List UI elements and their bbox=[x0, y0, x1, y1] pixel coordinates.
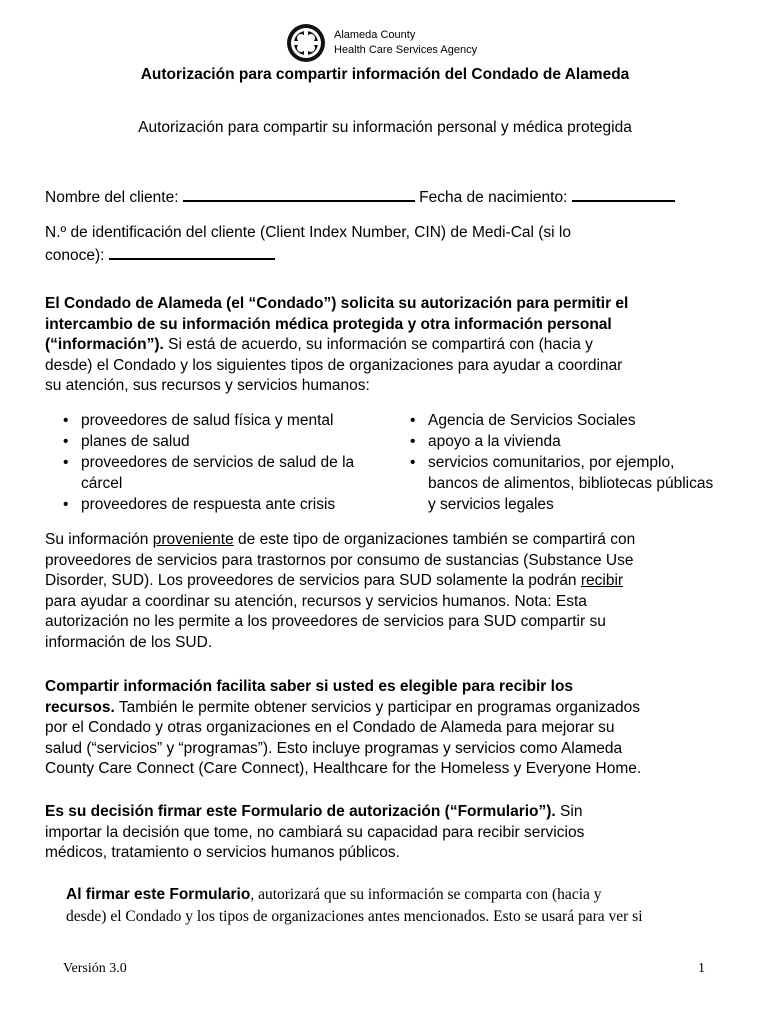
intro-bold-2: intercambio de su información médica protegida y otra información personal bbox=[45, 315, 612, 333]
intro-paragraph bbox=[45, 294, 735, 397]
eligibility-line-4: salud (“servicios” y “programas”). Esto incluye programas y servicios como Alameda bbox=[45, 739, 623, 757]
sud-line-4: para ayudar a coordinar su atención, recursos y servicios humanos. Nota: Esta bbox=[45, 592, 587, 610]
eligibility-bold-2: recursos. bbox=[45, 698, 115, 716]
intro-line-5: su atención, sus recursos y servicios humanos: bbox=[45, 377, 370, 394]
list-item: • proveedores de salud física y mental bbox=[63, 410, 383, 431]
organization-list-right bbox=[410, 410, 720, 515]
sud-line-5: autorización no les permite a los proveedores de servicios para SUD compartir su bbox=[45, 613, 606, 630]
version-label: Versión 3.0 bbox=[63, 961, 127, 976]
list-item: • proveedores de servicios de salud de la cárcel bbox=[63, 452, 383, 494]
dob-field[interactable] bbox=[572, 186, 675, 202]
agency-name bbox=[334, 28, 477, 58]
decision-rest-1: Sin bbox=[555, 803, 583, 820]
list-item: • planes de salud bbox=[63, 431, 383, 452]
list-item: • servicios comunitarios, por ejemplo, bancos de alimentos, bibliotecas públicas y servicios legales bbox=[410, 452, 720, 515]
cin-field[interactable] bbox=[109, 244, 275, 260]
sud-line-1a: Su información bbox=[45, 531, 153, 548]
signing-rest-1: , autorizará que su información se comparta con (hacia y bbox=[250, 886, 602, 903]
sud-underline-3: recibir bbox=[580, 572, 624, 589]
dob-label: Fecha de nacimiento: bbox=[419, 189, 568, 206]
sud-line-3a: Disorder, SUD). Los proveedores de servicios para SUD solamente la podrán bbox=[45, 572, 581, 589]
document-title: Autorización para compartir información del Condado de Alameda bbox=[140, 66, 630, 83]
eligibility-line-3: por el Condado y otras organizaciones en el Condado de Alameda para mejorar su bbox=[45, 719, 615, 736]
sud-line-2: proveedores de servicios para trastornos por consumo de sustancias (Substance Use bbox=[45, 551, 634, 569]
decision-line-3: médicos, tratamiento o servicios humanos públicos. bbox=[45, 844, 400, 861]
agency-line-2: Health Care Services Agency bbox=[334, 44, 478, 56]
decision-bold-1: Es su decisión firmar este Formulario de autorización (“Formulario”). bbox=[45, 803, 556, 820]
county-seal-logo bbox=[286, 23, 326, 63]
cin-row bbox=[45, 223, 735, 266]
cin-label-line-2: conoce): bbox=[45, 246, 105, 264]
client-name-row bbox=[45, 186, 735, 209]
intro-bold-1: El Condado de Alameda (el “Condado”) solicita su autorización para permitir el bbox=[45, 295, 629, 312]
organization-list-left bbox=[63, 410, 383, 515]
client-name-label: Nombre del cliente: bbox=[45, 189, 179, 206]
signing-line-2: desde) el Condado y los tipos de organizaciones antes mencionados. Esto se usará para ver si bbox=[66, 908, 643, 925]
decision-paragraph bbox=[45, 802, 735, 864]
intro-rest-3: Si está de acuerdo, su información se compartirá con (hacia y bbox=[163, 336, 593, 353]
client-name-field[interactable] bbox=[183, 186, 415, 202]
page-number: 1 bbox=[698, 961, 705, 976]
eligibility-bold-1: Compartir información facilita saber si usted es elegible para recibir los bbox=[45, 678, 574, 695]
sud-paragraph bbox=[45, 530, 735, 653]
list-item: • proveedores de respuesta ante crisis bbox=[63, 494, 383, 515]
list-item: • Agencia de Servicios Sociales bbox=[410, 410, 720, 431]
eligibility-line-5: County Care Connect (Care Connect), Healthcare for the Homeless y Everyone Home. bbox=[45, 760, 642, 777]
document-subtitle: Autorización para compartir su información personal y médica protegida bbox=[138, 119, 632, 136]
signing-paragraph bbox=[66, 884, 736, 928]
cin-label-line-1: N.º de identificación del cliente (Client Index Number, CIN) de Medi-Cal (si lo bbox=[45, 224, 571, 241]
sud-line-1b: de este tipo de organizaciones también se compartirá con bbox=[233, 531, 636, 548]
signing-bold-1: Al firmar este Formulario bbox=[66, 886, 251, 903]
eligibility-rest-2: También le permite obtener servicios y participar en programas organizados bbox=[114, 698, 641, 716]
sud-line-6: información de los SUD. bbox=[45, 633, 213, 651]
agency-line-1: Alameda County bbox=[334, 29, 416, 41]
list-item: • apoyo a la vivienda bbox=[410, 431, 720, 452]
intro-line-4: desde) el Condado y los siguientes tipos de organizaciones para ayudar a coordinar bbox=[45, 356, 623, 374]
eligibility-paragraph bbox=[45, 677, 735, 780]
sud-underline-1: proveniente bbox=[152, 531, 234, 548]
intro-bold-3: (“información”). bbox=[45, 336, 164, 353]
decision-line-2: importar la decisión que tome, no cambiará su capacidad para recibir servicios bbox=[45, 823, 585, 841]
